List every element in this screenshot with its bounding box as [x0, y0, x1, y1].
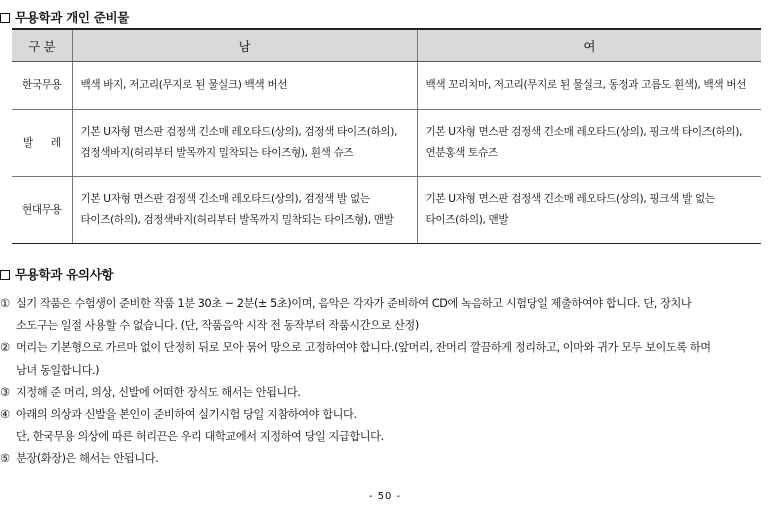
notes-list	[0, 293, 770, 471]
list-item: ⑤ 분장(화장)은 해서는 안됩니다.	[0, 452, 159, 466]
list-item: ③ 지정해 준 머리, 의상, 신발에 어떠한 장식도 해서는 안됩니다.	[0, 385, 301, 399]
list-item: ① 실기 작품은 수험생이 준비한 작품 1분 30초 ~ 2분(± 5초)이며, 음악은 각자가 준비하여 CD에 녹음하고 시험당일 제출하여야 합니다. 단, 장치나	[0, 297, 692, 310]
supplies-table	[12, 28, 761, 244]
male-cell: 기본 U자형 면스판 검정색 긴소매 레오타드(상의), 검정색 타이즈(하의), 검정색바지(허리부터 발목까지 밀착되는 타이즈형), 흰색 슈즈	[72, 110, 417, 177]
female-cell: 기본 U자형 면스판 검정색 긴소매 레오타드(상의), 핑크색 발 없는 타이즈(하의), 맨발	[417, 177, 761, 244]
list-item-continuation: 남녀 동일합니다.)	[16, 363, 100, 377]
table-row	[12, 177, 761, 244]
header-male: 남	[72, 29, 417, 62]
male-cell: 백색 바지, 저고리(무지로 된 물실크) 백색 버선	[72, 62, 417, 110]
list-item: ② 머리는 기본형으로 가르마 없이 단정히 뒤로 모아 묶어 망으로 고정하여야 합니다.(앞머리, 잔머리 깔끔하게 정리하고, 이마와 귀가 모두 보이도록 하며	[0, 341, 711, 355]
section-title-supplies: 무용학과 개인 준비물	[0, 8, 129, 26]
header-female: 여	[417, 29, 761, 62]
row-category: 한국무용	[12, 62, 72, 110]
female-cell: 백색 꼬리치마, 저고리(무지로 된 물실크, 동정과 고름도 흰색), 백색 버선	[417, 62, 761, 110]
row-category: 현대무용	[12, 177, 72, 244]
list-item-continuation: 소도구는 일절 사용할 수 없습니다. (단, 작품음악 시작 전 동작부터 작품시간으로 산정)	[16, 319, 419, 333]
checkbox-square-icon	[0, 13, 10, 23]
section-title-notes: 무용학과 유의사항	[0, 265, 113, 283]
page-number: - 50 -	[368, 491, 402, 502]
table-header-row	[12, 29, 761, 62]
header-category: 구 분	[12, 29, 72, 62]
checkbox-square-icon	[0, 270, 10, 280]
table-row	[12, 62, 761, 110]
list-item: ④ 아래의 의상과 신발을 본인이 준비하여 실기시험 당일 지참하여야 합니다.	[0, 407, 357, 421]
female-cell: 기본 U자형 면스판 검정색 긴소매 레오타드(상의), 핑크색 타이즈(하의), 연분홍색 토슈즈	[417, 110, 761, 177]
row-category: 발 레	[12, 110, 72, 177]
list-item-continuation: 단, 한국무용 의상에 따른 허리끈은 우리 대학교에서 지정하여 당일 지급합니다.	[16, 430, 384, 444]
male-cell: 기본 U자형 면스판 검정색 긴소매 레오타드(상의), 검정색 발 없는 타이즈(하의), 검정색바지(허리부터 발목까지 밀착되는 타이즈형), 맨발	[72, 177, 417, 244]
table-row	[12, 110, 761, 177]
